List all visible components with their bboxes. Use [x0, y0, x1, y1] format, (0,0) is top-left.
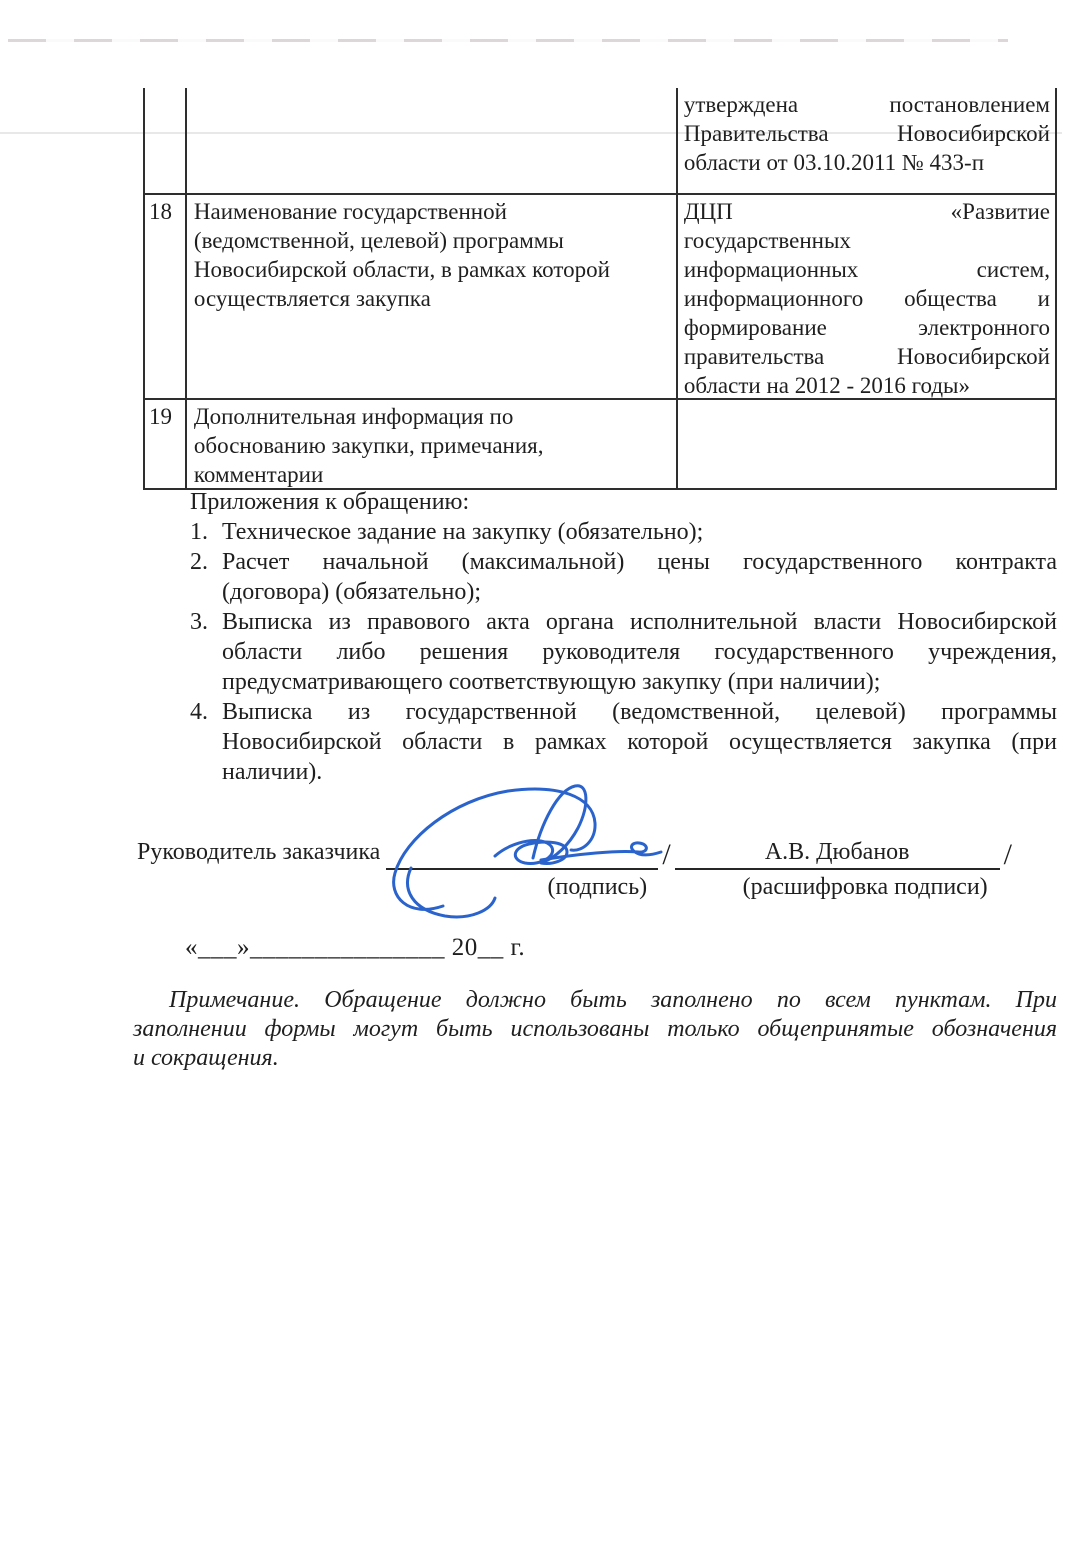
attachment-item-3: [190, 607, 1057, 697]
slash-separator: /: [1003, 838, 1013, 871]
text-line: Примечание. Обращение должно быть заполнено по всем пунктам. При: [169, 987, 1057, 1013]
text-line: заполнении формы могут быть использованы только общепринятые обозначения: [133, 1016, 1057, 1042]
note-paragraph: [133, 986, 1057, 1073]
text-line: информационного общества и: [683, 286, 1050, 311]
text-line: (договора) (обязательно);: [222, 579, 481, 605]
text-line: информационных систем,: [683, 257, 1050, 282]
signature-block: [137, 836, 1042, 901]
row-number-cell: 18: [143, 195, 185, 398]
attachments-heading: Приложения к обращению:: [190, 489, 470, 515]
text-line: правительства Новосибирской: [683, 344, 1050, 369]
row-value-cell-empty: [676, 400, 1055, 488]
text-line: Новосибирской области, в рамках которой: [193, 257, 610, 282]
attachment-text: [222, 697, 1057, 787]
row-value-cell: [676, 195, 1055, 398]
text-line: обоснованию закупки, примечания,: [193, 433, 544, 458]
attachment-text: [222, 547, 1057, 607]
text-line: Выписка из правового акта органа исполнительной власти Новосибирской: [222, 609, 1057, 635]
attachment-text: [222, 517, 1057, 547]
text-line: Техническое задание на закупку (обязательно);: [222, 519, 704, 545]
attachment-item-4: [190, 697, 1057, 787]
row-number-cell: [143, 88, 185, 193]
text-line: Правительства Новосибирской: [683, 121, 1050, 146]
name-caption: (расшифровка подписи): [742, 874, 988, 900]
name-field: [675, 836, 1000, 901]
attachment-number: 2.: [190, 549, 208, 575]
attachment-text: [222, 607, 1057, 697]
row-number-cell: 19: [143, 400, 185, 488]
table-row-18: [143, 193, 1055, 398]
procurement-request-table: [143, 88, 1057, 490]
text-line: Наименование государственной: [193, 199, 507, 224]
signature-line: [386, 836, 658, 870]
text-line: области от 03.10.2011 № 433-п: [683, 150, 985, 175]
text-line: утверждена постановлением: [683, 92, 1050, 117]
row-label-cell: [185, 400, 676, 488]
text-line: Дополнительная информация по: [193, 404, 514, 429]
table-row-continuation: [143, 88, 1055, 193]
attachment-number: 1.: [190, 519, 208, 545]
text-line: (ведомственной, целевой) программы: [193, 228, 564, 253]
text-line: ДЦП «Развитие: [683, 199, 1050, 224]
signature-field: [386, 836, 658, 901]
text-line: наличии).: [222, 759, 323, 785]
name-line: А.В. Дюбанов: [675, 836, 1000, 870]
table-row-19: [143, 398, 1055, 488]
signature-caption: (подпись): [547, 874, 648, 900]
attachment-number: 4.: [190, 699, 208, 725]
slash-separator: /: [662, 838, 671, 871]
text-line: формирование электронного: [683, 315, 1050, 340]
text-line: Новосибирской области в рамках которой осуществляется закупка (при: [222, 729, 1057, 755]
attachment-item-2: [190, 547, 1057, 607]
text-line: Выписка из государственной (ведомственной, целевой) программы: [222, 699, 1057, 725]
attachments-section: [190, 487, 1057, 787]
text-line: комментарии: [193, 462, 324, 487]
text-line: государственных: [683, 228, 851, 253]
text-line: области на 2012 - 2016 годы»: [683, 373, 970, 398]
text-line: предусматривающего соответствующую закупку (при наличии);: [222, 669, 881, 695]
text-line: и сокращения.: [133, 1045, 279, 1071]
row-value-cell: [676, 88, 1055, 193]
row-label-cell: [185, 88, 676, 193]
text-line: осуществляется закупка: [193, 286, 431, 311]
date-fill-in-line: «___»_______________ 20__ г.: [185, 934, 526, 961]
signature-role-label: Руководитель заказчика: [137, 839, 381, 865]
scan-artifact-line-top: [8, 39, 1008, 42]
text-line: области либо решения руководителя государственного учреждения,: [222, 639, 1057, 665]
attachment-item-1: [190, 517, 1057, 547]
text-line: Расчет начальной (максимальной) цены государственного контракта: [222, 549, 1057, 575]
attachment-number: 3.: [190, 609, 208, 635]
row-label-cell: [185, 195, 676, 398]
